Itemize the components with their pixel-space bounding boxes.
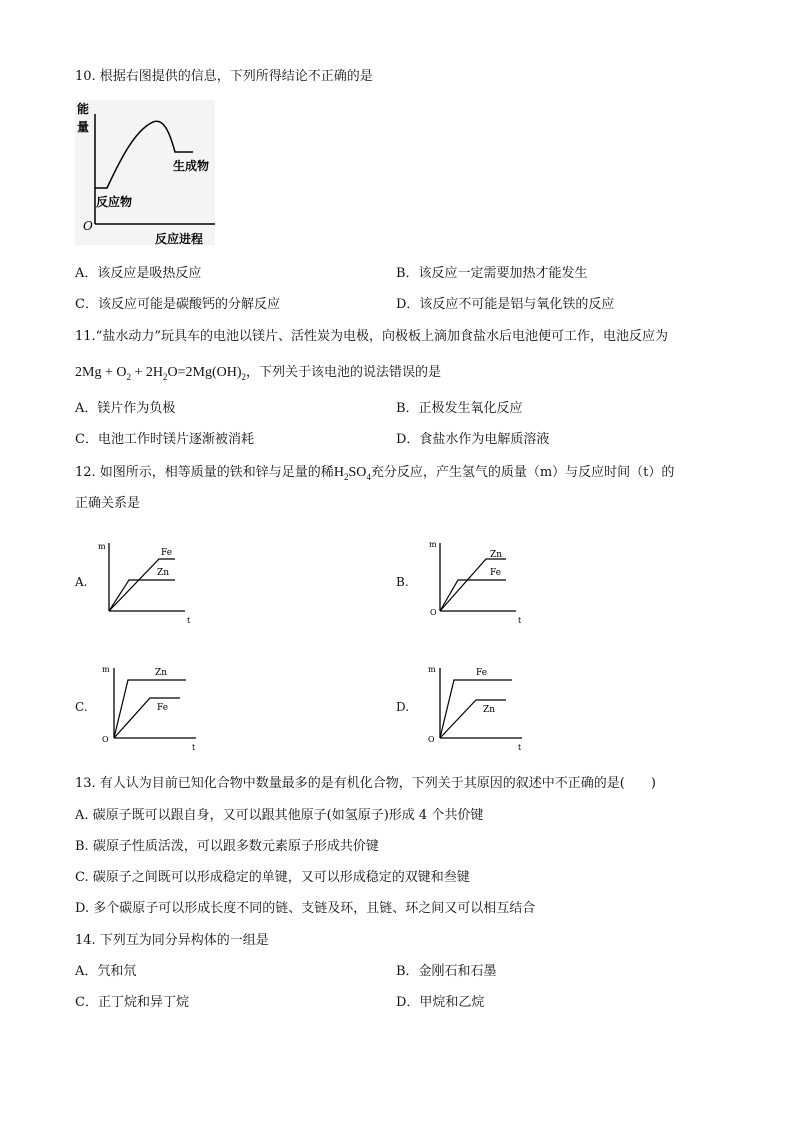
q12-option-d-letter[interactable]: D.: [396, 700, 410, 714]
q12-d-ylabel: m: [428, 665, 436, 674]
q12-b-origin: O: [430, 608, 437, 617]
q10-option-c[interactable]: C．该反应可能是碳酸钙的分解反应: [75, 297, 280, 312]
q12-stem-line-1: [75, 464, 674, 486]
q12-option-c-letter[interactable]: C.: [75, 700, 88, 714]
q11-equation-tail: ，下列关于该电池的说法错误的是: [245, 365, 441, 380]
q14-option-c[interactable]: C．正丁烷和异丁烷: [75, 995, 189, 1010]
q12-stem-part-1: 12. 如图所示，相等质量的铁和锌与足量的稀: [75, 465, 334, 480]
q12-a-lower-line: [109, 580, 175, 611]
q14-stem: 14. 下列互为同分异构体的一组是: [75, 933, 269, 948]
q10-option-b[interactable]: B．该反应一定需要加热才能发生: [396, 266, 588, 281]
q12-c-upper-label: Zn: [155, 668, 168, 678]
q12-b-lower-line: [440, 580, 506, 611]
q12-c-upper-line: [114, 680, 186, 738]
q14-option-d[interactable]: D．甲烷和乙烷: [396, 995, 485, 1010]
q14-option-a[interactable]: A．氕和氘: [75, 964, 137, 979]
q11-option-c[interactable]: C．电池工作时镁片逐渐被消耗: [75, 432, 254, 447]
q12-graph-b[interactable]: [426, 535, 536, 630]
q13-option-c[interactable]: C. 碳原子之间既可以形成稳定的单键，又可以形成稳定的双键和叁键: [75, 870, 470, 885]
q12-d-upper-line: [440, 680, 512, 738]
q10-origin: O: [83, 219, 93, 233]
q12-a-xlabel: t: [187, 616, 191, 625]
q12-formula: $H_2SO_4$: [333, 465, 371, 482]
q13-option-b[interactable]: B. 碳原子性质活泼，可以跟多数元素原子形成共价键: [75, 839, 379, 854]
q10-ylabel-2: 量: [77, 120, 90, 134]
q12-option-b-letter[interactable]: B.: [396, 575, 409, 589]
q14-option-b[interactable]: B．金刚石和石墨: [396, 964, 497, 979]
q13-stem: 13. 有人认为目前已知化合物中数量最多的是有机化合物，下列关于其原因的叙述中不正确的是( ): [75, 776, 656, 791]
q11-stem: 11.“盐水动力”玩具车的电池以镁片、活性炭为电极，向极板上滴加食盐水后电池便可工作，电池反应为: [75, 329, 668, 344]
q11-option-d[interactable]: D．食盐水作为电解质溶液: [396, 432, 550, 447]
q12-d-xlabel: t: [518, 743, 522, 752]
q12-a-upper-line: [109, 559, 175, 611]
q12-d-upper-label: Fe: [476, 668, 488, 678]
q12-graph-d[interactable]: [426, 660, 541, 755]
q12-c-ylabel: m: [102, 665, 110, 674]
q12-d-origin: O: [428, 735, 435, 744]
q11-option-b[interactable]: B．正极发生氧化反应: [396, 401, 523, 416]
q12-a-ylabel: m: [98, 542, 106, 551]
q10-option-d[interactable]: D．该反应不可能是铝与氧化铁的反应: [396, 297, 615, 312]
q10-energy-figure: [75, 100, 225, 250]
q12-d-lower-label: Zn: [483, 705, 496, 715]
q11-equation-line: [75, 364, 441, 386]
q12-b-xlabel: t: [518, 616, 522, 625]
q12-a-lower-label: Zn: [157, 568, 170, 578]
q12-stem-line-2: 正确关系是: [75, 496, 141, 511]
q11-option-a[interactable]: A．镁片作为负极: [75, 401, 176, 416]
q12-stem-part-2: 充分反应，产生氢气的质量（m）与反应时间（t）的: [370, 465, 675, 480]
q12-a-upper-label: Fe: [161, 548, 173, 558]
q12-c-origin: O: [102, 735, 109, 744]
q12-b-upper-line: [440, 559, 506, 611]
q10-product-label: 生成物: [173, 159, 210, 173]
q10-xlabel: 反应进程: [155, 232, 204, 246]
q12-option-a-letter[interactable]: A.: [75, 575, 88, 589]
q12-c-lower-label: Fe: [157, 703, 169, 713]
q13-option-a[interactable]: A. 碳原子既可以跟自身，又可以跟其他原子(如氢原子)形成 4 个共价键: [75, 808, 484, 823]
q10-reactant-label: 反应物: [96, 195, 133, 209]
q12-d-lower-line: [440, 700, 506, 738]
q13-option-d[interactable]: D. 多个碳原子可以形成长度不同的链、支链及环，且链、环之间又可以相互结合: [75, 901, 536, 916]
q11-equation: $2Mg + O_2 + 2H_2O=2Mg(OH)_2$: [75, 365, 246, 382]
q12-b-upper-label: Zn: [490, 550, 503, 560]
q10-ylabel-1: 能: [77, 102, 90, 116]
q12-graph-c[interactable]: [100, 660, 215, 755]
q12-b-lower-label: Fe: [490, 568, 502, 578]
q12-c-xlabel: t: [192, 743, 196, 752]
q10-option-a[interactable]: A．该反应是吸热反应: [75, 266, 202, 281]
q12-c-lower-line: [114, 698, 180, 738]
q12-graph-a[interactable]: [95, 535, 205, 630]
energy-diagram: [75, 100, 225, 250]
q12-b-ylabel: m: [429, 540, 437, 549]
q10-stem: 10. 根据右图提供的信息，下列所得结论不正确的是: [75, 69, 373, 84]
